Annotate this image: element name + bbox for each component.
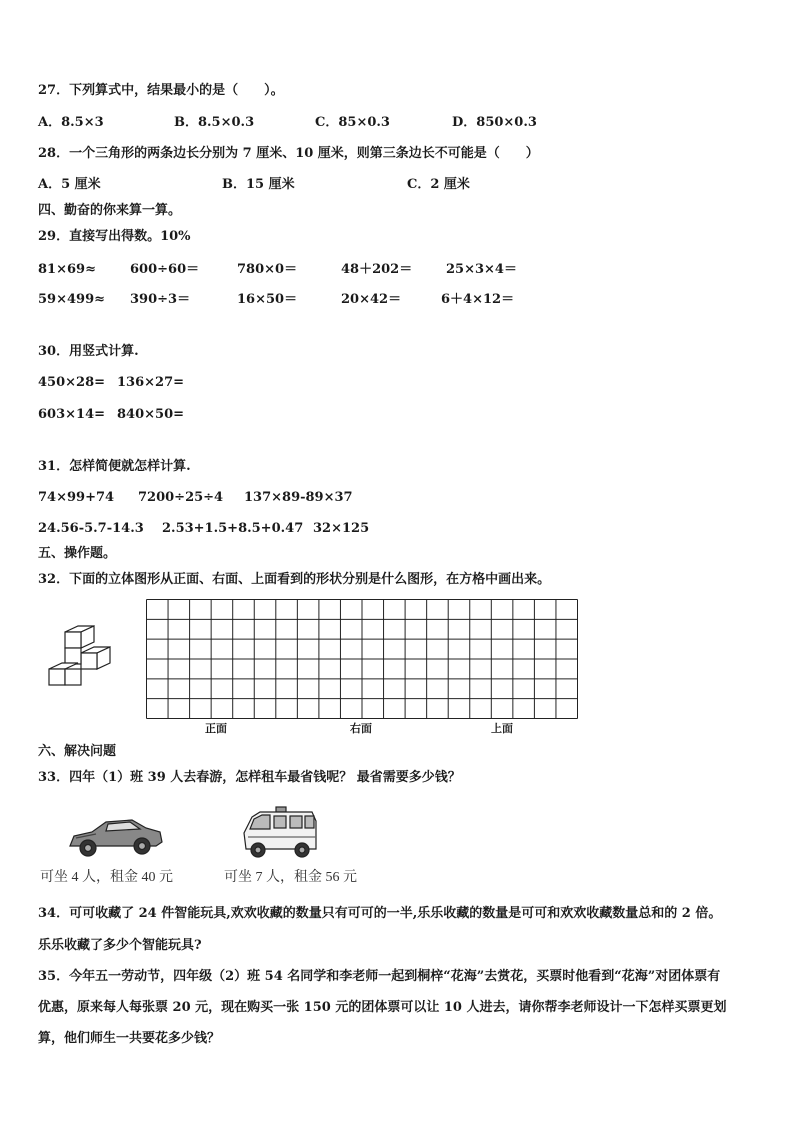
q35-line-2: 优惠，原来每人每张票 20 元，现在购买一张 150 元的团体票可以让 10 人进去，请你帮李老师设计一下怎样买票更划 — [38, 1000, 727, 1015]
q27-option-d: D．850×0.3 — [452, 115, 537, 130]
q29-r2-c1: 59×499≈ — [38, 292, 106, 307]
q31-r1-c1: 74×99+74 — [38, 490, 115, 505]
q29-r1-c5: 25×3×4＝ — [446, 262, 517, 277]
grid-label-right: 右面 — [350, 722, 372, 735]
q28-option-a: A．5 厘米 — [38, 177, 101, 192]
car-illustration — [66, 812, 166, 862]
q30-r1-c2: 136×27= — [117, 375, 185, 390]
q30-r2-c1: 603×14= — [38, 407, 106, 422]
q29-stem: 29．直接写出得数。10% — [38, 229, 191, 244]
q33-stem: 33．四年（1）班 39 人去春游，怎样租车最省钱呢？ 最省需要多少钱？ — [38, 770, 461, 785]
q29-r2-c5: 6＋4×12＝ — [441, 292, 515, 307]
q29-r1-c3: 780×0＝ — [237, 262, 298, 277]
q31-r2-c3: 32×125 — [313, 521, 370, 536]
grid-label-front: 正面 — [205, 722, 227, 735]
q31-r1-c3: 137×89-89×37 — [244, 490, 353, 505]
q30-r2-c2: 840×50= — [117, 407, 185, 422]
q29-r1-c2: 600÷60＝ — [130, 262, 200, 277]
q34-line-2: 乐乐收藏了多少个智能玩具? — [38, 938, 202, 953]
q34-line-1: 34．可可收藏了 24 件智能玩具,欢欢收藏的数量只有可可的一半,乐乐收藏的数量是可可和欢欢收藏数量总和的 2 倍。 — [38, 906, 722, 921]
q29-r2-c4: 20×42＝ — [341, 292, 402, 307]
q31-stem: 31．怎样简便就怎样计算. — [38, 459, 191, 474]
q27-option-a: A．8.5×3 — [38, 115, 104, 130]
van-illustration — [240, 805, 320, 860]
van-caption: 可坐 7 人，租金 56 元 — [224, 870, 357, 885]
q30-stem: 30．用竖式计算. — [38, 344, 139, 359]
q32-stem: 32．下面的立体图形从正面、右面、上面看到的形状分别是什么图形，在方格中画出来。 — [38, 572, 551, 587]
q29-r1-c4: 48＋202＝ — [341, 262, 413, 277]
q35-line-3: 算，他们师生一共要花多少钱？ — [38, 1031, 221, 1046]
section-5-heading: 五、操作题。 — [38, 546, 117, 561]
q27-option-b: B．8.5×0.3 — [174, 115, 255, 130]
cube-figure — [42, 625, 122, 695]
q31-r2-c1: 24.56-5.7-14.3 — [38, 521, 144, 536]
q27-option-c: C．85×0.3 — [315, 115, 390, 130]
q29-r2-c3: 16×50＝ — [237, 292, 298, 307]
q28-option-b: B．15 厘米 — [222, 177, 295, 192]
q28-option-c: C．2 厘米 — [407, 177, 470, 192]
drawing-grid[interactable] — [146, 599, 578, 719]
grid-label-top: 上面 — [491, 722, 513, 735]
section-4-heading: 四、勤奋的你来算一算。 — [38, 203, 182, 218]
section-6-heading: 六、解决问题 — [38, 744, 117, 759]
q27-stem: 27．下列算式中，结果最小的是（ ）。 — [38, 83, 284, 98]
q30-r1-c1: 450×28= — [38, 375, 106, 390]
q29-r1-c1: 81×69≈ — [38, 262, 96, 277]
q29-r2-c2: 390÷3＝ — [130, 292, 191, 307]
q35-line-1: 35．今年五一劳动节，四年级（2）班 54 名同学和李老师一起到桐梓“花海”去赏花，买票时他看到“花海”对团体票有 — [38, 969, 721, 984]
car-caption: 可坐 4 人，租金 40 元 — [40, 870, 173, 885]
q31-r2-c2: 2.53+1.5+8.5+0.47 — [162, 521, 304, 536]
q28-stem: 28．一个三角形的两条边长分别为 7 厘米、10 厘米，则第三条边长不可能是（ ） — [38, 146, 539, 161]
q31-r1-c2: 7200÷25÷4 — [138, 490, 224, 505]
